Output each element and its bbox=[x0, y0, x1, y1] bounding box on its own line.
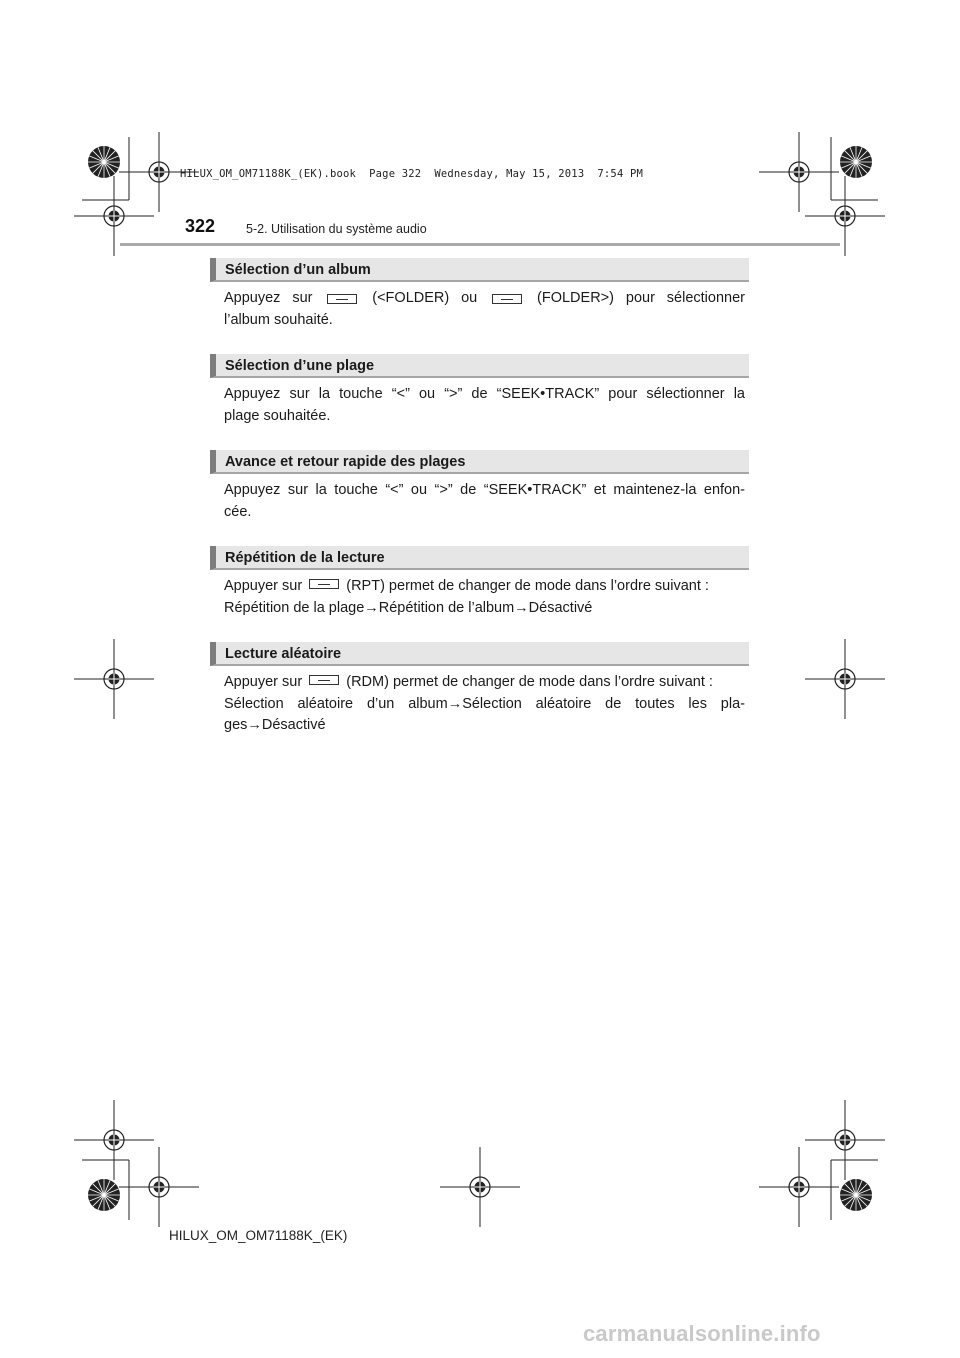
paragraph-repeat-play bbox=[224, 576, 745, 619]
heading-random-play bbox=[210, 642, 749, 666]
text-fragment: (RDM) permet de changer de mode dans l’ordre suivant : bbox=[346, 674, 713, 690]
paragraph-line bbox=[224, 288, 745, 310]
heading-repeat-play bbox=[210, 546, 749, 570]
word: pour bbox=[625, 290, 655, 306]
paragraph-track-selection bbox=[224, 384, 745, 427]
word: sur bbox=[292, 290, 313, 306]
paragraph-line: l’album souhaité. bbox=[224, 311, 333, 328]
heading-fast-forward-rewind bbox=[210, 450, 749, 474]
paragraph-line bbox=[224, 576, 745, 598]
rpt-button-icon bbox=[309, 579, 339, 589]
heading-text: Avance et retour rapide des plages bbox=[225, 454, 466, 470]
heading-text: Sélection d’un album bbox=[225, 262, 371, 278]
heading-track-selection bbox=[210, 354, 749, 378]
paragraph-line: cée. bbox=[224, 503, 252, 520]
folder-down-button-icon bbox=[327, 294, 357, 304]
paragraph-album-selection bbox=[224, 288, 745, 331]
paragraph-line bbox=[224, 672, 745, 694]
heading-text: Sélection d’une plage bbox=[225, 358, 375, 374]
heading-text: Répétition de la lecture bbox=[225, 550, 385, 566]
folder-up-button-icon bbox=[492, 294, 522, 304]
paragraph-line: Appuyez sur la touche “<” ou “>” de “SEEK•TRACK” et maintenez-la enfon- bbox=[224, 482, 745, 498]
footer-model-code: HILUX_OM_OM71188K_(EK) bbox=[169, 1228, 348, 1243]
rdm-button-icon bbox=[309, 675, 339, 685]
word: (<FOLDER) bbox=[372, 290, 450, 306]
text-fragment: Appuyer sur bbox=[224, 578, 303, 594]
header-rule bbox=[120, 243, 840, 246]
paragraph-line: plage souhaitée. bbox=[224, 407, 331, 424]
paragraph-line: ges→Désactivé bbox=[224, 717, 326, 733]
word: (FOLDER>) bbox=[537, 290, 614, 306]
paragraph-line: Appuyez sur la touche “<” ou “>” de “SEEK•TRACK” pour sélectionner la bbox=[224, 386, 745, 402]
word: sélectionner bbox=[666, 290, 745, 306]
page-number: 322 bbox=[185, 216, 216, 236]
section-title: 5-2. Utilisation du système audio bbox=[246, 222, 427, 236]
word: ou bbox=[461, 290, 478, 306]
book-stamp: HILUX_OM_OM71188K_(EK).book Page 322 Wednesday, May 15, 2013 7:54 PM bbox=[180, 168, 644, 180]
text-fragment: Appuyer sur bbox=[224, 674, 303, 690]
heading-text: Lecture aléatoire bbox=[225, 646, 342, 662]
text-fragment: (RPT) permet de changer de mode dans l’ordre suivant : bbox=[346, 578, 709, 594]
paragraph-line: Répétition de la plage→Répétition de l’album→Désactivé bbox=[224, 599, 593, 616]
watermark: carmanualsonline.info bbox=[583, 1321, 821, 1346]
heading-album-selection bbox=[210, 258, 749, 282]
paragraph-random-play bbox=[224, 672, 745, 737]
paragraph-line: Sélection aléatoire d’un album→Sélection aléatoire de toutes les pla- bbox=[224, 695, 745, 712]
word: Appuyez bbox=[224, 290, 281, 306]
paragraph-fast-forward-rewind bbox=[224, 480, 745, 523]
